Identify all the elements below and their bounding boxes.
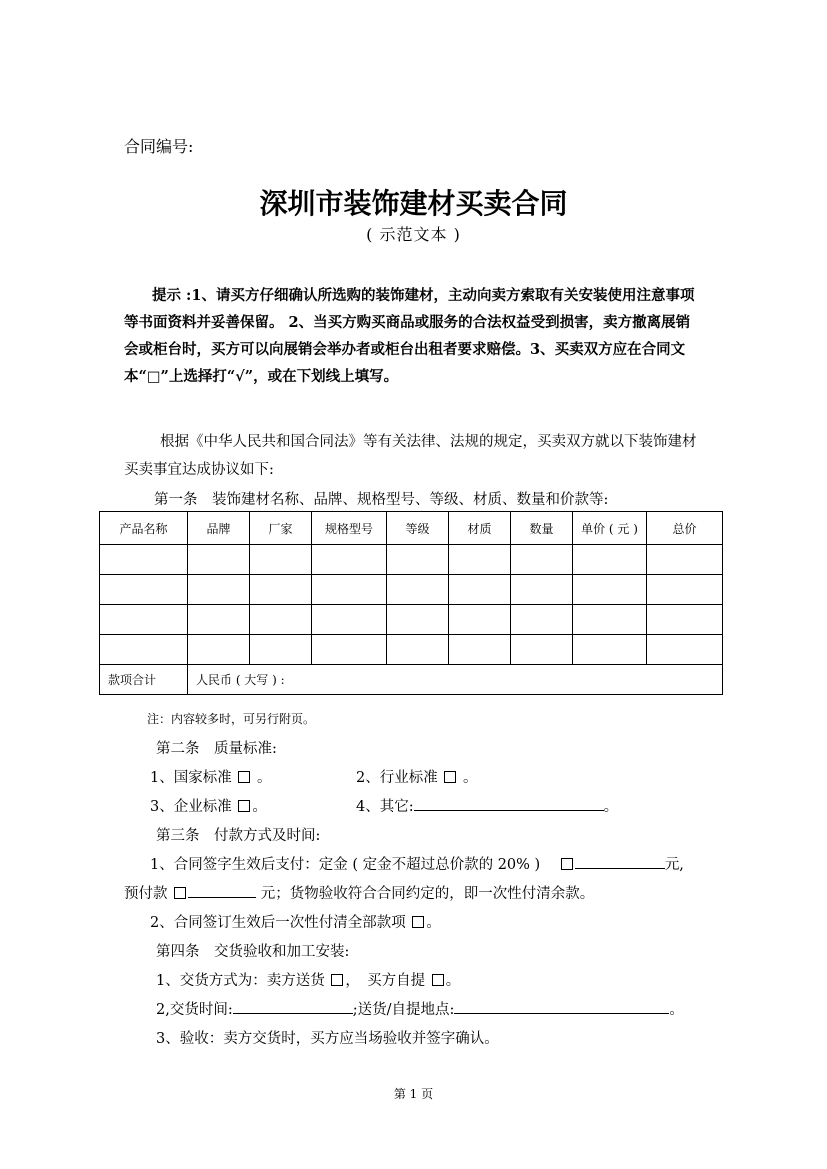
delivery-method-line: 1、交货方式为：卖方送货 ， 买方自提 。 bbox=[156, 973, 461, 989]
intro-paragraph: 根据《中华人民共和国合同法》等有关法律、法规的规定，买卖双方就以下装饰建材买卖事宜达成协议如下: bbox=[124, 434, 697, 478]
table-total-row bbox=[100, 665, 723, 695]
checkbox-seller-delivery[interactable] bbox=[331, 974, 343, 986]
delivery-location-field[interactable] bbox=[454, 999, 669, 1014]
rmb-amount-field[interactable]: 人民币 ( 大写 ) : bbox=[188, 665, 723, 695]
other-standard-field[interactable] bbox=[414, 796, 604, 811]
tip-paragraph: 提示 :1、请买方仔细确认所选购的装饰建材，主动向卖方索取有关安装使用注意事项等书面资料并妥善保留。 2、当买方购买商品或服务的合法权益受到损害，卖方撤离展销会或柜台时，买方可以向展销会举办者或柜台出租者要求赔偿。3、买卖双方应在合同文本“□”上选择打“√”，或在下划线上填写。 bbox=[124, 287, 695, 385]
prepayment-amount-field[interactable] bbox=[188, 883, 256, 898]
table-row[interactable] bbox=[100, 605, 723, 635]
standard-option-3: 3、企业标准 。 bbox=[150, 799, 267, 815]
standard-option-4: 4、其它: 。 bbox=[356, 795, 618, 816]
col-header-brand: 品牌 bbox=[188, 512, 250, 545]
page-number: 第 1 页 bbox=[393, 1087, 434, 1101]
table-row[interactable] bbox=[100, 545, 723, 575]
table-row[interactable] bbox=[100, 575, 723, 605]
checkbox-prepayment[interactable] bbox=[174, 887, 186, 899]
delivery-time-line: 2,交货时间: ;送货/自提地点: 。 bbox=[156, 998, 684, 1019]
table-header-row bbox=[100, 512, 723, 545]
col-header-unit-price: 单价 ( 元 ) bbox=[573, 512, 647, 545]
checkbox-buyer-pickup[interactable] bbox=[432, 974, 444, 986]
col-header-quantity: 数量 bbox=[511, 512, 573, 545]
document-title: 深圳市装饰建材买卖合同 bbox=[259, 187, 568, 220]
goods-table bbox=[99, 511, 723, 695]
payment-line-1: 1、合同签字生效后支付：定金 ( 定金不超过总价款的 20% ) 元, bbox=[150, 853, 684, 874]
checkbox-enterprise-standard[interactable] bbox=[238, 800, 250, 812]
article1-heading: 第一条 装饰建材名称、品牌、规格型号、等级、材质、数量和价款等: bbox=[154, 492, 609, 508]
article2-heading: 第二条 质量标准: bbox=[156, 741, 277, 757]
payment-line-3: 2、合同签订生效后一次性付清全部款项 。 bbox=[150, 915, 441, 931]
total-label: 款项合计 bbox=[100, 665, 188, 695]
checkbox-industry-standard[interactable] bbox=[444, 771, 456, 783]
standard-option-1: 1、国家标准 。 bbox=[150, 770, 272, 786]
article4-heading: 第四条 交货验收和加工安装: bbox=[156, 944, 350, 960]
col-header-material: 材质 bbox=[449, 512, 511, 545]
table-note: 注：内容较多时，可另行附页。 bbox=[147, 712, 316, 726]
standard-option-2: 2、行业标准 。 bbox=[356, 770, 478, 786]
deposit-amount-field[interactable] bbox=[575, 854, 665, 869]
col-header-total: 总价 bbox=[647, 512, 723, 545]
article3-heading: 第三条 付款方式及时间: bbox=[156, 828, 321, 844]
document-subtitle: ( 示范文本 ) bbox=[366, 225, 461, 244]
checkbox-national-standard[interactable] bbox=[238, 771, 250, 783]
col-header-manufacturer: 厂家 bbox=[250, 512, 312, 545]
table-row[interactable] bbox=[100, 635, 723, 665]
acceptance-line: 3、验收：卖方交货时，买方应当场验收并签字确认。 bbox=[156, 1031, 499, 1047]
col-header-product: 产品名称 bbox=[100, 512, 188, 545]
checkbox-deposit[interactable] bbox=[561, 858, 573, 870]
contract-number-label: 合同编号: bbox=[124, 137, 194, 156]
checkbox-full-payment[interactable] bbox=[412, 916, 424, 928]
delivery-time-field[interactable] bbox=[233, 999, 353, 1014]
payment-line-2: 预付款 元；货物验收符合合同约定的，即一次性付清余款。 bbox=[124, 882, 594, 903]
col-header-model: 规格型号 bbox=[312, 512, 387, 545]
col-header-grade: 等级 bbox=[387, 512, 449, 545]
